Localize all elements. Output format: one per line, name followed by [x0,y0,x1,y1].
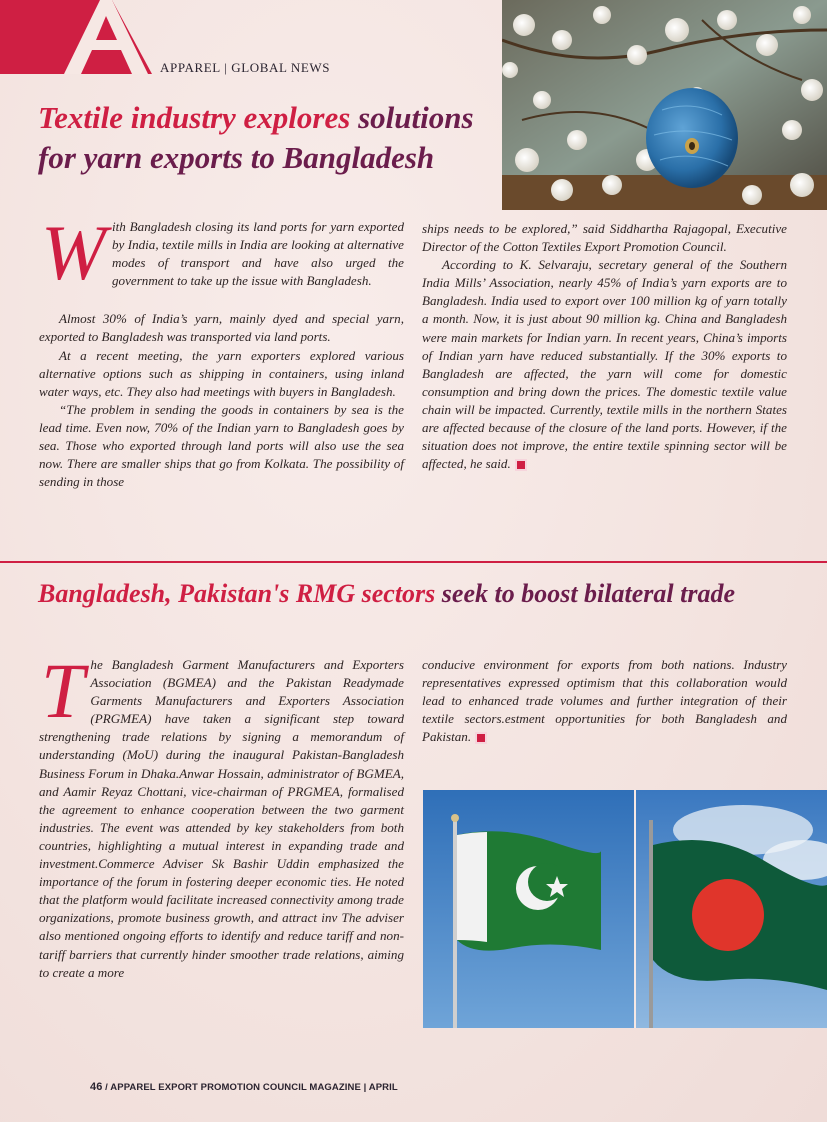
article1-column-2 [422,220,787,473]
article2-headline-purple: seek to boost bilateral trade [435,579,735,608]
cotton-yarn-photo [502,0,827,210]
pakistan-bangladesh-flags-photo [423,790,827,1028]
article2-paragraph: he Bangladesh Garment Manufacturers and Exporters Association (BGMEA) and the Pakistan Readymade Garments Manufacturers and Exporters Association (PRGMEA) have taken a significant step toward strengthening trade relations by signing a memorandum of understanding (MoU) during the inaugural Pakistan-Bangladesh Business Forum in Dhaka.Anwar Hossain, administrator of BGMEA, and Aamir Reyaz Chottani, vice-chairman of PRGMEA, formalised the agreement to enhance cooperation between the two garment industries. The event was attended by key stakeholders from both countries, highlighting a mutual interest in expanding trade and investment.Commerce Adviser Sk Bashir Uddin emphasized the importance of the forum in fostering deeper economic ties. He noted that the platform would facilitate increased connectivity among trade organizations, promote business growth, and attract inv The adviser also mentioned ongoing efforts to identify and reduce tariff and non-tariff barriers that currently hinder smoother trade relations, aiming to create a more [39,657,404,980]
article2-dropcap: T [41,647,85,734]
article2-headline [38,576,808,612]
article2-column-1 [39,647,404,982]
article1-headline [38,98,498,178]
page-footer [90,1081,398,1093]
article1-paragraph [422,256,787,473]
page-number: 46 [90,1081,103,1093]
article1-paragraph: Almost 30% of India’s yarn, mainly dyed and special yarn, exported to Bangladesh was transported via land ports. [39,311,404,345]
article1-headline-purple: solutions for yarn exports to Bangladesh [38,100,474,175]
article1-paragraph: “The problem in sending the goods in containers by sea is the lead time. Even now, 70% of the Indian yarn to Bangladesh goes by sea. Those who exported through land ports will also use the sea now. There are smaller ships that go from Kolkata. The possibility of sending in those [39,401,404,490]
apparel-logo [0,0,152,74]
article2-column-2 [422,656,787,746]
article1-paragraph: ith Bangladesh closing its land ports for yarn exported by India, textile mills in India are looking at alternative modes of transport and have also urged the government to take up the issue with Bangladesh. [111,219,404,289]
article-end-icon [515,459,527,471]
article1-paragraph: At a recent meeting, the yarn exporters explored various alternative options such as shipping in containers, using inland water ways, etc. They also had meetings with buyers in Bangladesh. [39,347,404,399]
article2-paragraph-text: conducive environment for exports from both nations. Industry representatives expressed optimism that this collaboration would lead to enhanced trade volumes and further integration of their textile sectors.estment opportunities for both Bangladesh and Pakistan. [422,657,787,745]
article1-paragraph-text: According to K. Selvaraju, secretary general of the Southern India Mills’ Association, nearly 45% of India’s yarn exports are to Bangladesh. India used to export over 100 million kg of yarn totally a month. Now, it is just about 90 million kg. China and Bangladesh were main markets for Indian yarn. In recent years, China’s imports of Indian yarn have reduced substantially. If the 30% exports to Bangladesh are affected, the yarn will come for domestic consumption and bring down the prices. The domestic textile value chain will be impacted. Currently, textile mills in the northern States are affected because of the closure of the land ports. However, if the situation does not improve, the entire textile spinning sector will be affected, he said. [422,257,787,472]
footer-text: / APPAREL EXPORT PROMOTION COUNCIL MAGAZINE | APRIL [102,1082,398,1093]
article1-paragraph: ships needs to be explored,” said Siddhartha Rajagopal, Executive Director of the Cotton Textiles Export Promotion Council. [422,221,787,255]
article1-column-1 [39,209,404,491]
article-end-icon [475,732,487,744]
article1-dropcap: W [41,209,106,296]
section-divider [0,561,827,563]
article2-paragraph [422,656,787,746]
article2-headline-red: Bangladesh, Pakistan's RMG sectors [38,579,436,608]
section-label: APPAREL | GLOBAL NEWS [160,60,331,75]
article1-headline-red: Textile industry explores [38,100,351,135]
